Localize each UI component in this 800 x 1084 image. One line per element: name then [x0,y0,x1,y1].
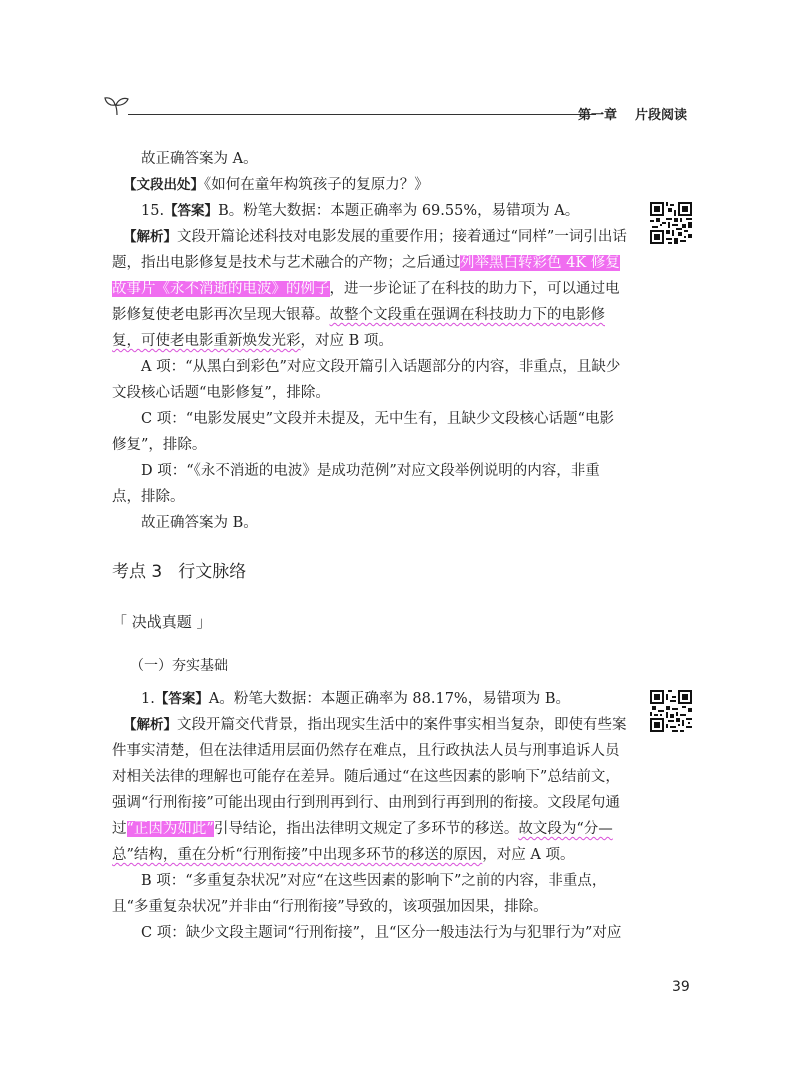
q15-answer-text: B。粉笔大数据：本题正确率为 69.55%，易错项为 A。 [218,203,580,219]
q1-analysis-text-3: ，对应 A 项。 [482,847,575,863]
q1-option-c: C 项：缺少文段主题词“行刑衔接”，且“区分一般违法行为与犯罪行为”对应 [141,925,622,941]
q15-analysis [112,224,627,354]
q15-underline: 故整个文段重在强调在科技助力下的电影修复，可使老电影重新焕发光彩 [112,307,605,349]
q15-analysis-label: 【解析】 [123,229,177,245]
header-rule [128,114,596,115]
q1-answer-line [112,686,627,712]
answer-conclusion: 故正确答案为 A。 [141,151,258,167]
q15-analysis-text-1: 文段开篇论述科技对电影发展的重要作用；接着通过“同样”一词引出话题，指出电影修复是技术与艺术融合的产物；之后通过 [112,229,627,271]
previous-answer-block [112,146,627,198]
real-exam-subtitle: 「 决战真题 」 [112,613,212,631]
chapter-name: 片段阅读 [635,108,688,123]
page-number: 39 [672,979,690,995]
q1-answer-text: A。粉笔大数据：本题正确率为 88.17%，易错项为 B。 [208,691,570,707]
q1-analysis-text-1: 文段开篇交代背景，指出现实生活中的案件事实相当复杂，即使有些案件事实清楚，但在法律适用层面仍然存在难点，且行政执法人员与刑事追诉人员对相关法律的理解也可能存在差异。随后通过“在这些因素的影响下”总结前文，强调“行刑衔接”可能出现由行到刑再到行、由刑到行再到刑的衔接。文段尾句通过 [112,717,627,837]
q15-analysis-text-3: ，对应 B 项。 [300,333,393,349]
q15-answer-label: 【答案】 [164,203,219,219]
sprout-icon [104,94,130,116]
question-15-block [112,198,627,536]
q15-number: 15. [141,203,165,219]
q15-conclusion: 故正确答案为 B。 [141,515,258,531]
question-1-block [112,686,627,946]
section-number: 考点 3 [112,562,163,582]
q15-highlight: 列举黑白转彩色 4K 修复故事片《永不消逝的电波》的例子 [112,255,620,297]
section-heading [112,557,246,582]
section-name: 行文脉络 [178,562,247,582]
chapter-number: 第一章 [578,108,618,123]
qr-code-icon[interactable] [650,202,692,244]
q1-number: 1. [141,691,155,707]
q1-option-b: B 项：“多重复杂状况”对应“在这些因素的影响下”之前的内容，非重点，且“多重复杂状况”并非由“行刑衔接”导致的，该项强加因果，排除。 [112,873,607,915]
q15-answer-line [112,198,627,224]
q1-analysis-label: 【解析】 [123,717,177,733]
page-header [104,94,700,128]
q1-answer-label: 【答案】 [154,691,209,707]
q15-analysis-text-2: ，进一步论证了在科技的助力下，可以通过电影修复使老电影再次呈现大银幕。 [112,281,620,323]
q1-underline: 故文段为“分—总”结构，重在分析“行刑衔接”中出现多环节的移送的原因 [112,821,613,863]
subsection-heading: （一）夯实基础 [130,658,228,674]
source-text: 《如何在童年构筑孩子的复原力？》 [204,177,429,193]
q15-option-d: D 项：“《永不消逝的电波》是成功范例”对应文段举例说明的内容，非重点，排除。 [112,463,600,505]
source-label: 【文段出处】 [123,177,204,193]
source-line [112,172,627,198]
q15-option-c: C 项：“电影发展史”文段并未提及，无中生有，且缺少文段核心话题“电影修复”，排除。 [112,411,614,453]
q15-option-a: A 项：“从黑白到彩色”对应文段开篇引入话题部分的内容，非重点，且缺少文段核心话题“电影修复”，排除。 [112,359,621,401]
qr-code-icon[interactable] [650,690,692,732]
q1-analysis-text-2: 引导结论，指出法律明文规定了多环节的移送。 [213,821,519,837]
chapter-heading [578,104,687,123]
q1-highlight: “正因为如此” [126,821,214,837]
q1-analysis [112,712,627,868]
